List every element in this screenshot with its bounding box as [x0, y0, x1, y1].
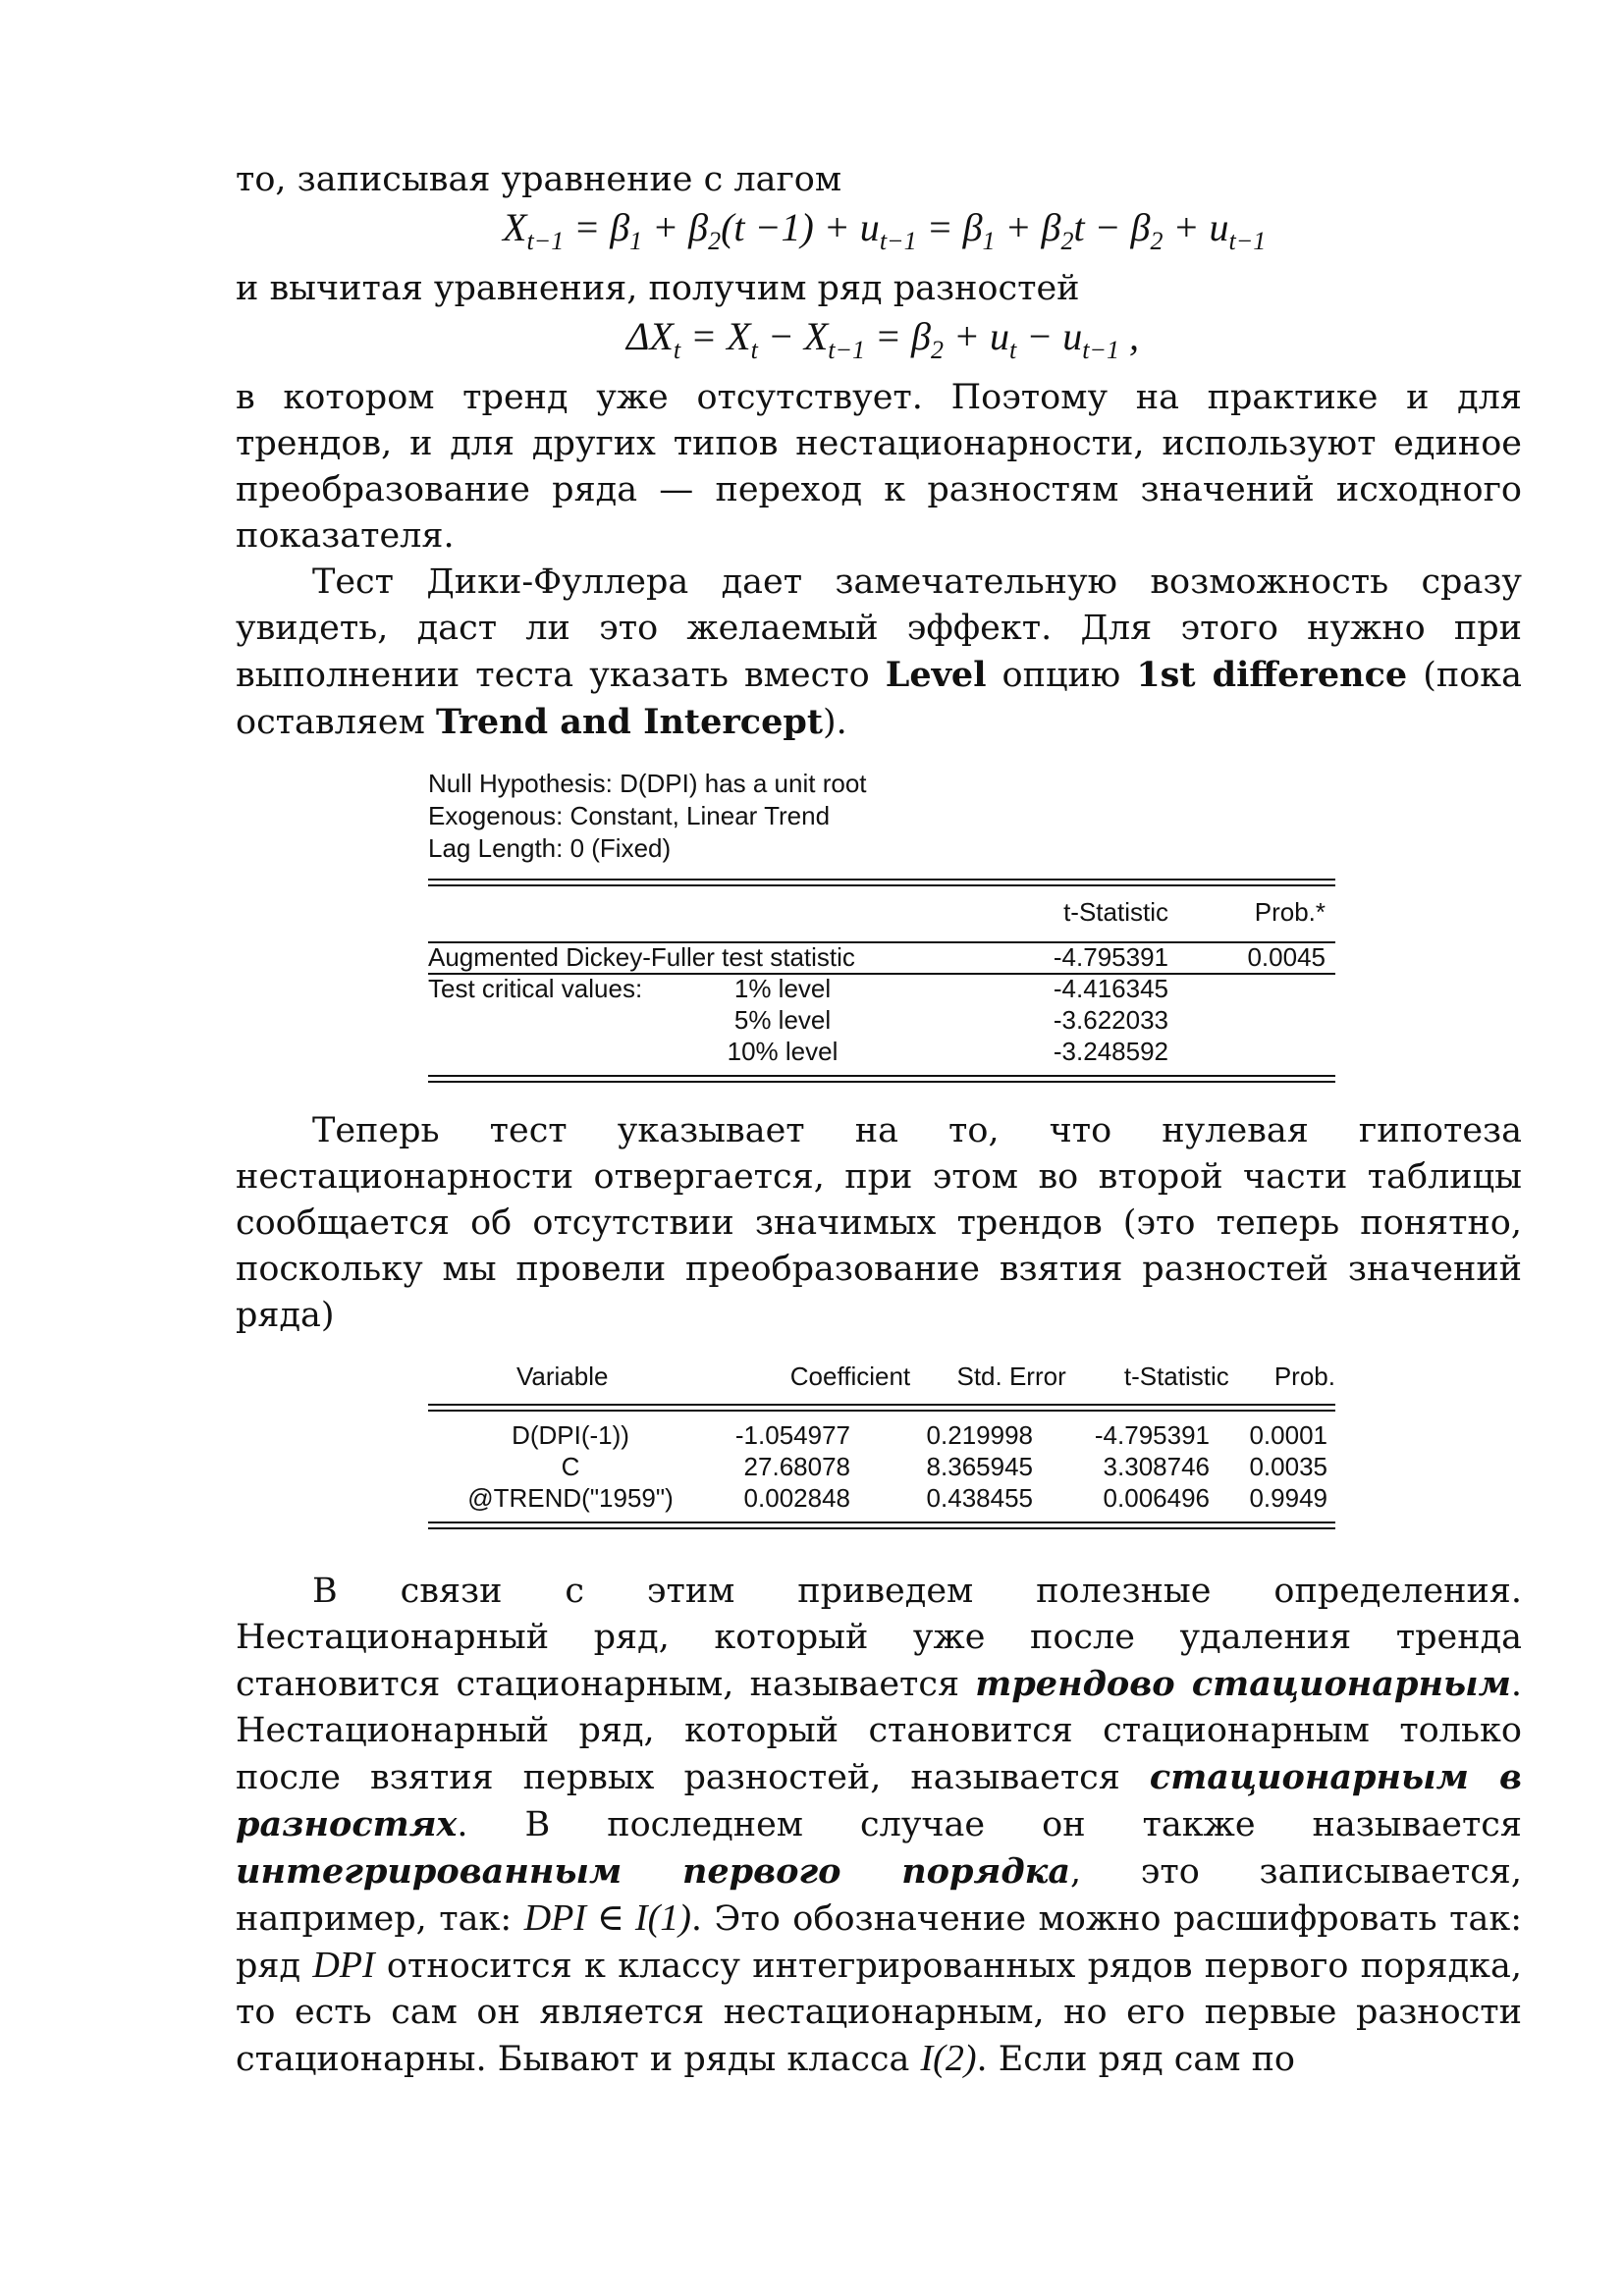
table-rule — [428, 879, 1335, 886]
col-prob: Prob.* — [1254, 897, 1326, 927]
para-now: Теперь тест указывает на то, что нулевая гипотеза нестационарности отвергается, при этом во второй части таблицы сообщается об отсутствии значимых трендов (это теперь понятно, поскольку мы провели преобразование взятия разностей значений ряда) — [236, 1111, 1522, 1335]
document-page — [236, 157, 1522, 2083]
table-rule — [428, 1404, 1335, 1412]
col-tstat: t-Statistic — [1063, 897, 1168, 927]
para-definitions: В связи с этим приведем полезные определения. Нестационарный ряд, который уже после удаления тренда становится стационарным, называется трендово стационарным. Нестационарный ряд, который становится стационарным только после взятия первых разностей, называется стационарным в разностях. В последнем случае он также называется интегрированным первого порядка, это записывается, например, так: DPI ∈ I(1). Это обозначение можно расшифровать так: ряд DPI относится к классу интегрированных рядов первого порядка, то есть сам он является нестационарным, но его первые разности стационарны. Бывают и ряды класса I(2). Если ряд сам по — [236, 1572, 1523, 2079]
lag-length: Lag Length: 0 (Fixed) — [428, 833, 672, 863]
table-rule — [428, 1522, 1335, 1529]
equation-diff: $\Delta X_t = X_t - X_{t-1} = \beta_2 + u_t - u_{t-1}$ , — [626, 314, 1139, 364]
term-trend-stationary: трендово стационарным — [975, 1664, 1511, 1704]
para-dickey-fuller: Тест Дики-Фуллера дает замечательную возможность сразу увидеть, даст ли это желаемый эффект. Для этого нужно при выполнении теста указать вместо Level опцию 1st difference (пока оставляем Trend and Intercept). — [236, 562, 1523, 742]
para-trend-gone: в котором тренд уже отсутствует. Поэтому на практике и для трендов, и для других типов нестационарности, используют единое преобразование ряда — переход к разностям значений исходного показателя. — [236, 378, 1522, 556]
equation-lag: $X_{t-1} = \beta_1 + \beta_2(t -1) + u_{t-1} = \beta_1 + \beta_2t - \beta_2 + u_{t-1}$ — [503, 205, 1267, 255]
reg-row-2: C 27.68078 8.365945 3.308746 0.0035 — [561, 1452, 1327, 1481]
reg-row-3: @TREND("1959") 0.002848 0.438455 0.006496 0.9949 — [467, 1483, 1327, 1513]
reg-header-row: Variable Coefficient Std. Error t-Statistic Prob. — [516, 1362, 1335, 1391]
adf-stat-row: Augmented Dickey-Fuller test statistic -4.795391 0.0045 — [428, 942, 1326, 972]
trend-intercept-option: Trend and Intercept — [435, 702, 823, 742]
reg-row-1: D(DPI(-1)) -1.054977 0.219998 -4.795391 0.0001 — [512, 1420, 1327, 1450]
term-integrated: интегрированным первого порядка — [236, 1851, 1071, 1892]
adf-test-table — [428, 768, 1335, 1083]
math-dpi-in-i1: DPI ∈ I(1) — [523, 1897, 691, 1939]
level-option: Level — [885, 655, 987, 695]
table-rule — [428, 1075, 1335, 1083]
first-difference-option: 1st difference — [1136, 655, 1408, 695]
crit-row-1: Test critical values: 1% level -4.416345 — [428, 974, 1168, 1003]
para-subtract: и вычитая уравнения, получим ряд разностей — [236, 269, 1080, 308]
crit-row-3: 10% level -3.248592 — [727, 1037, 1168, 1066]
regression-table — [428, 1361, 1335, 1529]
math-i2: I(2) — [920, 2038, 977, 2079]
term-difference-stationary: стационарным в разностях — [236, 1757, 1523, 1844]
crit-row-2: 5% level -3.622033 — [733, 1005, 1168, 1035]
null-hypothesis: Null Hypothesis: D(DPI) has a unit root — [428, 769, 867, 798]
para-intro: то, записывая уравнение с лагом — [236, 160, 842, 199]
exogenous: Exogenous: Constant, Linear Trend — [428, 801, 831, 830]
math-dpi: DPI — [312, 1945, 375, 1986]
